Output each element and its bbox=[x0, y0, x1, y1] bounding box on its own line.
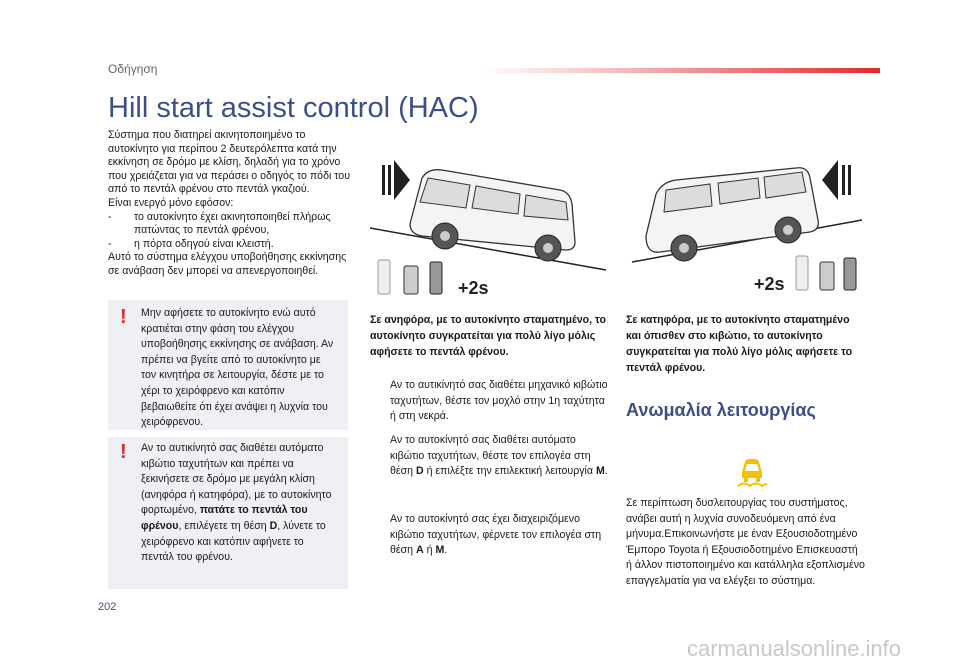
step-arrow-icon bbox=[370, 433, 390, 480]
downhill-caption: Σε κατηφόρα, με το αυτοκίνητο σταματημένο και όπισθεν στο κιβώτιο, το αυτοκίνητο συγκρατείται για πολύ λίγο μόλις αφήσετε το πεντάλ φρένου. bbox=[626, 314, 853, 374]
warning-box-automatic bbox=[108, 437, 348, 589]
plus-2s-badge: +2s bbox=[754, 274, 785, 294]
pedals-icon bbox=[378, 260, 442, 294]
step-text: Αν το αυτοκίνητό σας έχει διαχειριζόμενο κιβώτιο ταχυτήτων, φέρνετε τον επιλογέα στη θέση A ή M. bbox=[390, 513, 602, 557]
uphill-caption: Σε ανηφόρα, με το αυτοκίνητο σταματημένο, το αυτοκίνητο συγκρατείται για πολύ λίγο μόλις αφήσετε το πεντάλ φρένου. bbox=[370, 314, 606, 358]
section-label: Οδήγηση bbox=[108, 62, 158, 76]
warning-text-automatic: Αν το αυτικίνητό σας διαθέτει αυτόματο κιβώτιο ταχυτήτων και πρέπει να ξεκινήσετε σε δρόμο με μεγάλη κλίση (ανηφόρα ή κατηφόρα), με το αυτοκίνητο φορτωμένο, πατάτε το πεντάλ του φρένου, επιλέγετε τη θέση D, λύνετε το χειρόφρενο και κατόπιν αφήνετε το πεντάλ του φρένου. bbox=[141, 442, 332, 564]
warning-box-parking bbox=[108, 300, 348, 430]
malfunction-title: Ανωμαλία λειτουργίας bbox=[626, 400, 816, 420]
watermark: carmanualsonline.info bbox=[687, 636, 902, 661]
uphill-illustration bbox=[370, 150, 610, 300]
intro-text bbox=[108, 129, 353, 279]
header-accent-bar bbox=[480, 68, 880, 73]
warning-icon: ! bbox=[120, 306, 127, 328]
warning-text-parking: Μην αφήσετε το αυτοκίνητο ενώ αυτό κρατιέται στην φάση του ελέγχου υποβοήθησης εκκίνησης σε ανάβαση. Αν πρέπει να βγείτε από το αυτοκίνητο με τον κινητήρα σε λειτουργία, δέστε με το χέρι το χειρόφρενο και κατόπιν βεβαιωθείτε ότι έχει ανάψει η λυχνία του χειρόφρενου. bbox=[141, 307, 334, 429]
step-manual-gearbox bbox=[370, 378, 610, 425]
malfunction-text: Σε περίπτωση δυσλειτουργίας του συστήματος, ανάβει αυτή η λυχνία συνοδευόμενη από ένα μήνυμα.Επικοινωνήστε με έναν Εξουσιοδοτημένο Έμπορο Toyota ή Εξουσιοδοτημένο Επισκευαστή ή άλλον πιστοποιημένο και κατάλληλα εξοπλισμένο επαγγελματία για να ελέγξει το σύστημα. bbox=[626, 497, 865, 587]
intro-paragraph-1: Σύστημα που διατηρεί ακινητοποιημένο το αυτοκίνητο για περίπου 2 δευτερόλεπτα κατά την εκκίνηση σε δρόμο με κλίση, δηλαδή για το χρόνο που χρειάζεται για να περάσει ο οδηγός το πόδι του από το πεντάλ φρένου στο πεντάλ γκαζιού. bbox=[108, 129, 350, 196]
intro-bullet-2-text: η πόρτα οδηγού είναι κλειστή. bbox=[134, 237, 274, 250]
step-text: Αν το αυτικίνητό σας διαθέτει μηχανικό κιβώτιο ταχυτήτων, θέστε τον μοχλό στην 1η ταχύτητα ή στη νεκρά. bbox=[390, 379, 608, 423]
downhill-illustration bbox=[626, 150, 866, 300]
page-title: Hill start assist control (HAC) bbox=[108, 92, 479, 124]
intro-paragraph-2: Είναι ενεργό μόνο εφόσον: bbox=[108, 196, 234, 209]
push-arrow-icon bbox=[382, 160, 410, 200]
van-icon bbox=[646, 168, 818, 261]
push-arrow-icon bbox=[822, 160, 851, 200]
van-icon bbox=[410, 170, 575, 261]
warning-icon: ! bbox=[120, 441, 127, 463]
intro-paragraph-3: Αυτό το σύστημα ελέγχου υποβοήθησης εκκίνησης σε ανάβαση δεν μπορεί να απενεργοποιηθεί. bbox=[108, 251, 347, 277]
intro-bullet-1: - το αυτοκίνητο έχει ακινητοποιηθεί πλήρως πατώντας το πεντάλ φρένου, bbox=[108, 211, 353, 238]
step-arrow-icon bbox=[370, 378, 390, 425]
plus-2s-badge: +2s bbox=[458, 278, 489, 298]
intro-bullet-2: - η πόρτα οδηγού είναι κλειστή. bbox=[108, 237, 274, 250]
step-automatic-gearbox bbox=[370, 433, 610, 480]
step-managed-gearbox bbox=[370, 512, 610, 559]
hill-assist-warning-lamp-icon bbox=[734, 452, 770, 488]
pedals-icon bbox=[796, 256, 856, 290]
step-text: Αν το αυτοκίνητό σας διαθέτει αυτόματο κιβώτιο ταχυτήτων, θέστε τον επιλογέα στη θέση D ή επιλέξτε την επιλεκτική λειτουργία M. bbox=[390, 434, 608, 478]
intro-bullet-1-text: το αυτοκίνητο έχει ακινητοποιηθεί πλήρως πατώντας το πεντάλ φρένου, bbox=[134, 210, 331, 237]
page-number: 202 bbox=[98, 601, 117, 613]
step-arrow-icon bbox=[370, 512, 390, 559]
